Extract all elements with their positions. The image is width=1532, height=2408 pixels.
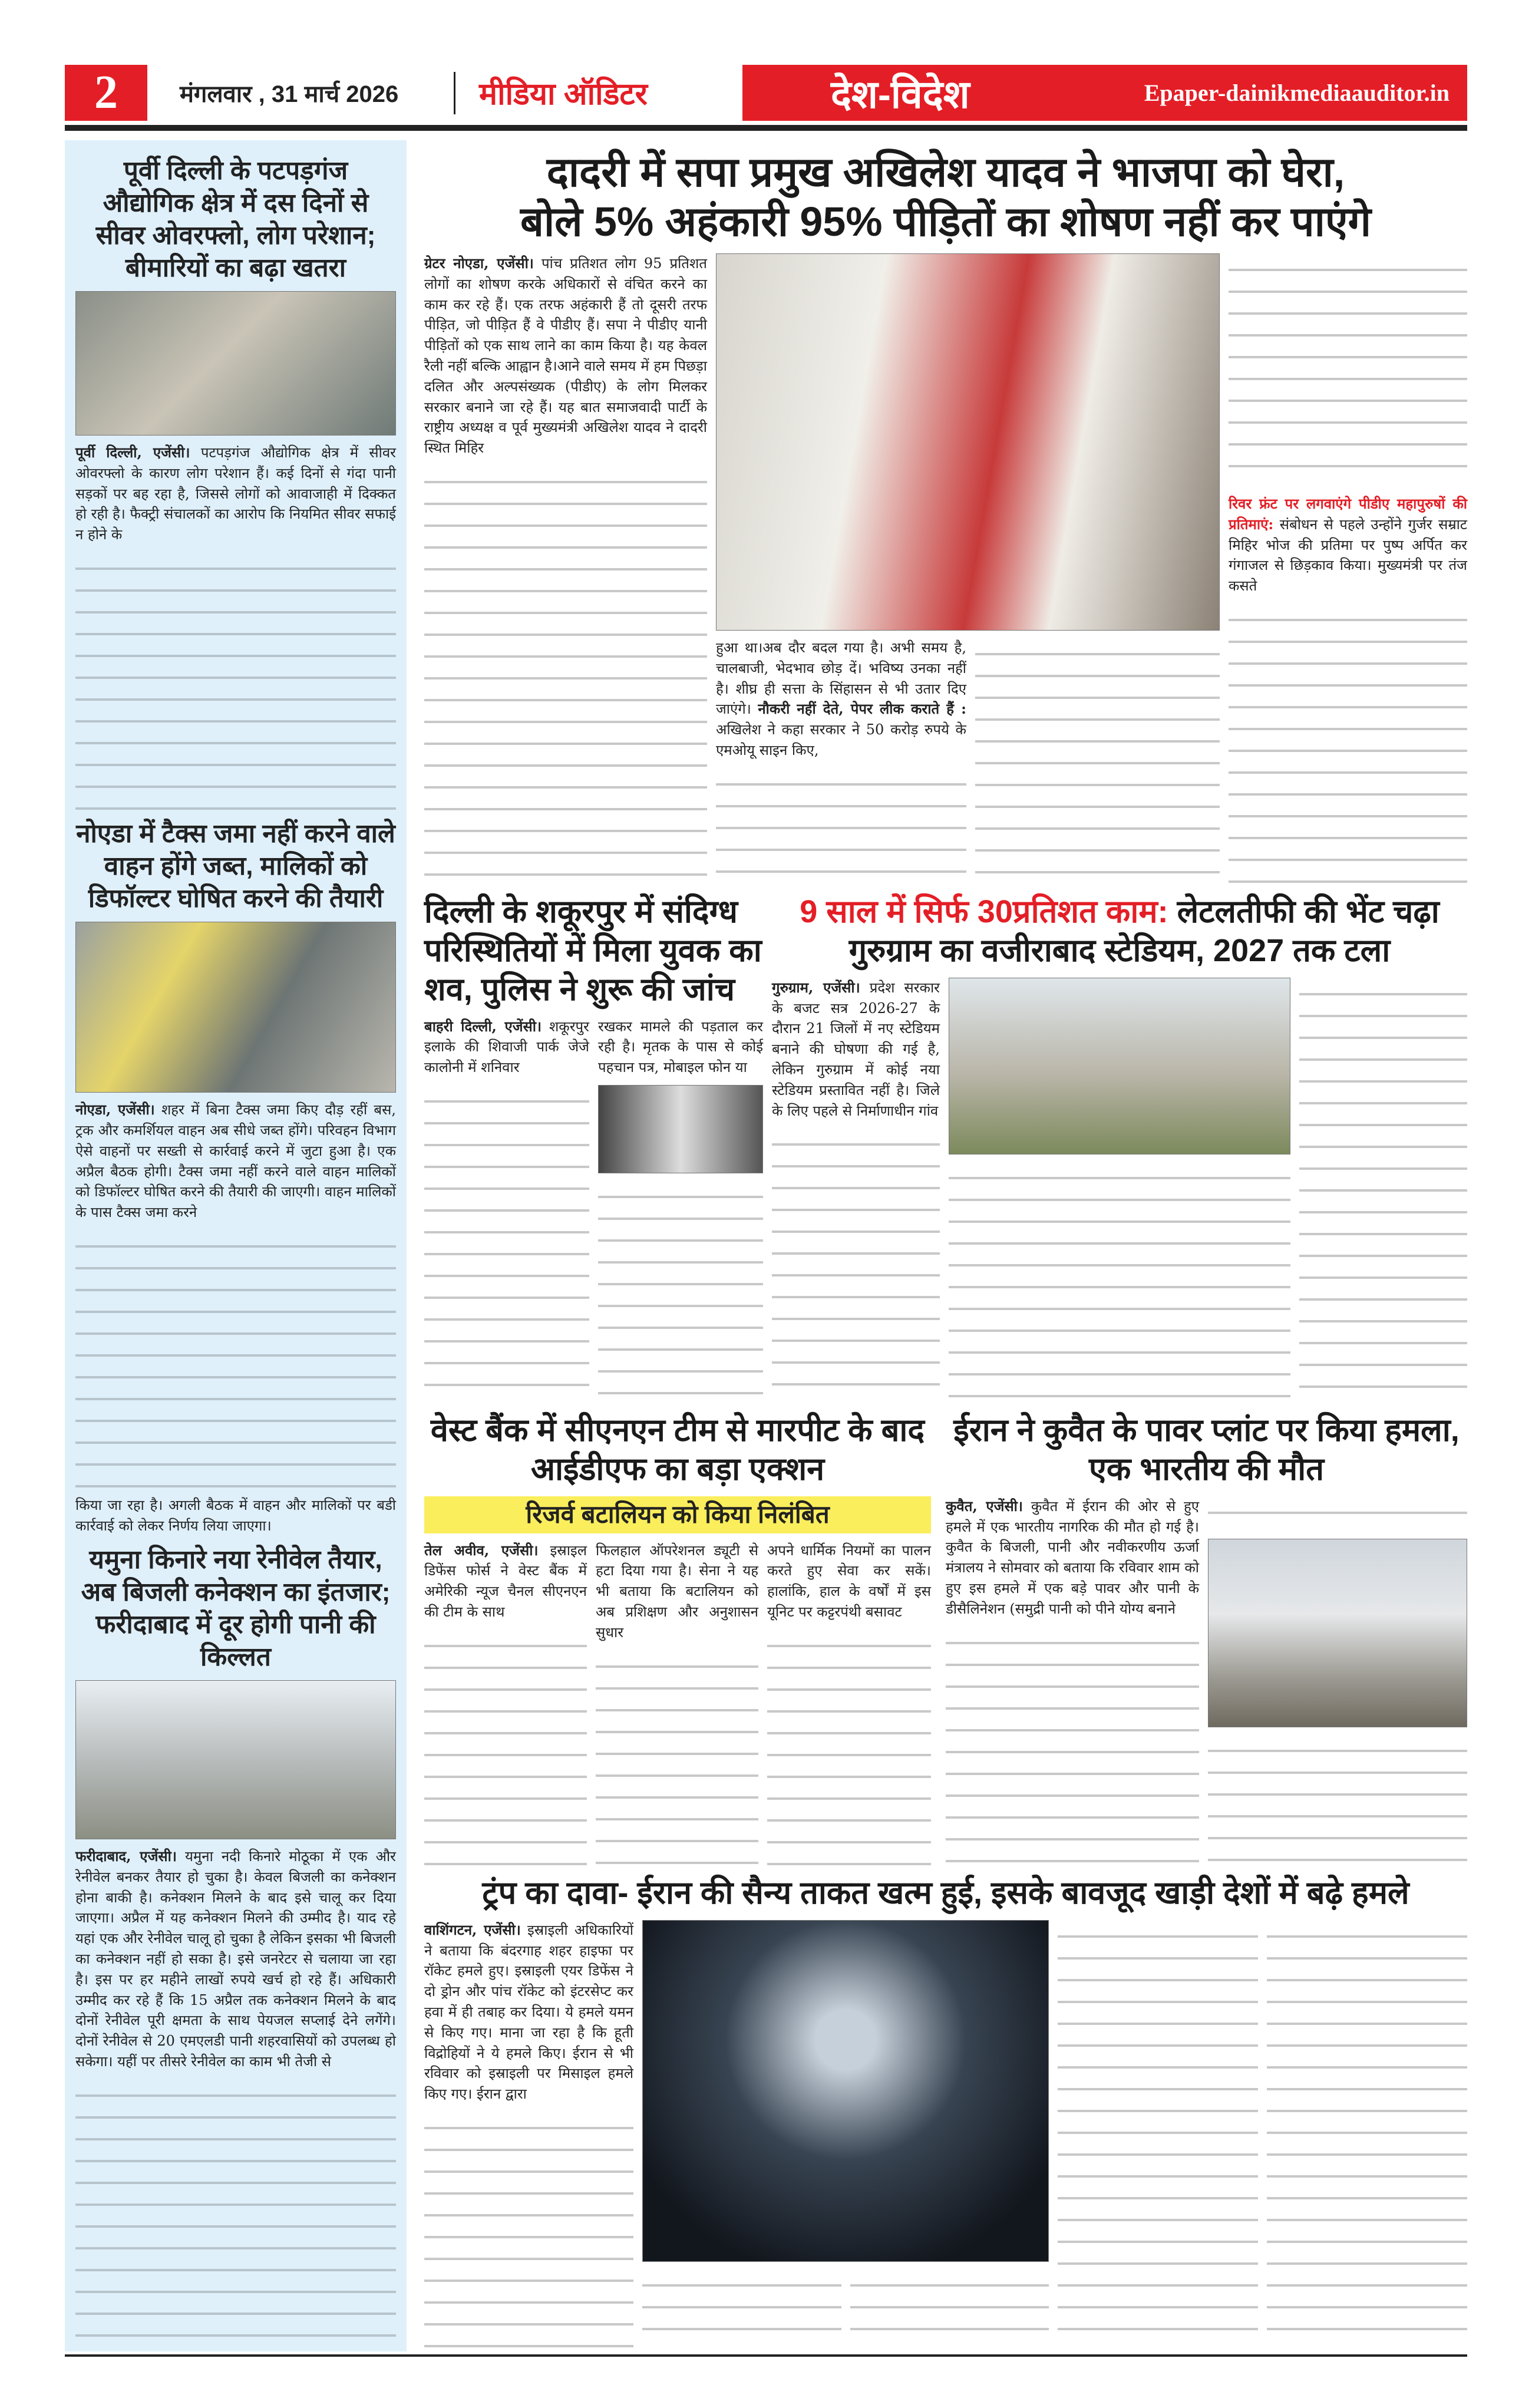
power-plant-photo	[1208, 1539, 1467, 1727]
dateline: तेल अवीव, एजेंसी।	[424, 1541, 539, 1559]
story-ending: किया जा रहा है। अगली बैठक में वाहन और मालिकों पर बडी कार्रवाई को लेकर निर्णय लिया जाएगा।	[75, 1497, 396, 1535]
subhead: रिवर फ्रंट पर लगवाएंगे पीडीए महापुरुषों की प्रतिमाएं:	[1229, 495, 1467, 533]
shakurpur-story	[424, 893, 763, 1400]
dateline: फरीदाबाद, एजेंसी।	[75, 1847, 177, 1865]
story-headline: यमुना किनारे नया रेनीवेल तैयार, अब बिजली कनेक्शन का इंतजार; फरीदाबाद में दूर होगी पानी की किल्लत	[81, 1545, 391, 1671]
dateline: बाहरी दिल्ली, एजेंसी।	[424, 1017, 542, 1035]
text-continuation	[772, 1128, 940, 1400]
story-text: इस्राइली अधिकारियों ने बताया कि बंदरगाह शहर हाइफा पर रॉकेट हमले हुए। इस्राइली एयर डिफेंस ने दो ड्रोन और पांच रॉकेट को इंटरसेप्ट कर हवा में ही तबाह कर दिया। ये हमले यमन से किए गए। माना जा रहा है कि हूती विद्रोहियों ने ये हमले किए। ईरान से भी रविवार को इस्राइली पर मिसाइल हमले किए गए। ईरान द्वारा	[424, 1921, 633, 2103]
masthead-info	[147, 65, 742, 121]
body-photo	[598, 1085, 763, 1173]
subhead: नौकरी नहीं देते, पेपर लीक कराते हैं :	[758, 700, 966, 718]
lead-headline-line2: बोले 5% अहंकारी 95% पीड़ितों का शोषण नहीं कर पाएंगे	[520, 199, 1371, 245]
lead-col-left	[424, 253, 707, 884]
westbank-column	[767, 1541, 931, 1871]
stadium-col2	[949, 978, 1290, 1400]
story-text: हुआ था।अब दौर बदल गया है। अभी समय है, चालबाजी, भेदभाव छोड़ दें। भविष्य उनका नहीं है। शीघ्र ही सत्ता के सिंहासन से भी उतार दिए जाएंगे।	[716, 639, 966, 718]
rally-photo	[716, 253, 1220, 631]
dateline: कुवैत, एजेंसी।	[946, 1497, 1023, 1515]
westbank-columns	[424, 1541, 931, 1871]
westbank-subheadline: रिजर्व बटालियन को किया निलंबित	[424, 1496, 931, 1533]
text-continuation	[949, 1162, 1290, 1400]
text-continuation	[1208, 1496, 1467, 1532]
text-continuation	[1267, 1920, 1467, 2348]
shakurpur-col2	[598, 1017, 763, 1400]
shakurpur-columns	[424, 1017, 763, 1400]
issue-date: मंगलवार , 31 मार्च 2026	[180, 81, 399, 107]
trump-col2	[642, 1920, 1049, 2348]
stadium-col1	[772, 978, 940, 1400]
westbank-story	[424, 1411, 931, 1871]
text-continuation	[716, 768, 966, 884]
story-text: शकूरपुर इलाके की शिवाजी पार्क जेजे कालोनी में शनिवार	[424, 1018, 589, 1076]
text-continuation	[1229, 253, 1467, 487]
trump-columns	[424, 1920, 1467, 2348]
text-continuation	[767, 1629, 931, 1871]
trump-col1	[424, 1920, 633, 2348]
story-body	[75, 443, 396, 545]
stadium-headline	[772, 893, 1467, 971]
website-link[interactable]: Epaper-dainikmediaauditor.in	[1144, 80, 1450, 106]
kuwait-body	[946, 1496, 1199, 1619]
dateline: ग्रेटर नोएडा, एजेंसी।	[424, 255, 534, 272]
story-headline: पूर्वी दिल्ली के पटपड़गंज औद्योगिक क्षेत्र में दस दिनों से सीवर ओवरफ्लो, लोग परेशान; बीमारियों का बढ़ा खतरा	[95, 156, 376, 282]
lead-columns	[424, 253, 1467, 884]
masthead	[65, 65, 1467, 121]
westbank-headline: वेस्ट बैंक में सीएनएन टीम से मारपीट के बाद आईडीएफ का बड़ा एक्शन	[430, 1413, 925, 1487]
story-body	[75, 1846, 396, 2072]
lead-body-middle	[716, 638, 966, 761]
lead-subcolumns	[716, 638, 1220, 884]
text-continuation	[1058, 1920, 1258, 2348]
text-continuation	[424, 2112, 633, 2348]
lead-col-right	[1229, 253, 1467, 884]
text-continuation	[424, 1085, 589, 1400]
stadium-photo	[949, 978, 1290, 1154]
kuwait-headline: ईरान ने कुवैत के पावर प्लांट पर किया हमला, एक भारतीय की मौत	[953, 1413, 1460, 1487]
text-continuation	[424, 466, 707, 884]
lead-story	[424, 147, 1467, 884]
headline-text: लेटलतीफी की भेंट चढ़ा गुरुग्राम का वजीराबाद स्टेडियम, 2027 तक टला	[848, 894, 1439, 968]
westbank-col2: फिलहाल ऑपरेशनल ड्यूटी से हटा दिया गया है। सेना ने यह भी बताया कि बटालियन को अब प्रशिक्षण और अनुशासन सुधार	[596, 1542, 758, 1641]
lead-subcol	[716, 638, 966, 884]
kuwait-story	[946, 1411, 1467, 1871]
section-title: देश-विदेश	[831, 72, 970, 116]
shakurpur-headline: दिल्ली के शकूरपुर में संदिग्ध परिस्थितियों में मिला युवक का शव, पुलिस ने शुरू की जांच	[424, 894, 762, 1007]
shakurpur-body	[424, 1017, 589, 1078]
text-continuation	[75, 552, 396, 810]
headline-highlight: 9 साल में सिर्फ 30प्रतिशत काम:	[800, 894, 1168, 929]
stadium-story	[772, 893, 1467, 1400]
kuwait-columns	[946, 1496, 1467, 1871]
shakurpur-body-col2: रखकर मामले की पड़ताल कर रही है। मृतक के पास से कोई पहचान पत्र, मोबाइल फोन या	[598, 1018, 763, 1076]
text-continuation	[75, 1230, 396, 1488]
westbank-column	[424, 1541, 587, 1871]
left-column	[65, 140, 407, 2351]
trump-story	[424, 1874, 1467, 2348]
westbank-col1	[424, 1541, 587, 1622]
text-continuation	[1208, 1734, 1467, 1871]
story-text: शहर में बिना टैक्स जमा किए दौड़ रहीं बस, ट्रक और कमर्शियल वाहन अब सीधे जब्त होंगे। परिवहन विभाग ऐसे वाहनों पर सख्ती से कार्रवाई करने में जुटा हुआ है। एक अप्रैल बैठक होगी। टैक्स जमा नहीं करने वाले वाहन मालिकों को डिफॉल्टर घोषित करने की तैयारी की जाएगी। वाहन मालिकों के पास टैक्स जमा करने	[75, 1101, 396, 1221]
westbank-column	[596, 1541, 758, 1871]
story-text: पटपड़गंज औद्योगिक क्षेत्र में सीवर ओवरफ्लो के कारण लोग परेशान हैं। कई दिनों से गंदा पानी सड़कों पर बह रहा है, जिससे लोगों को आवाजाही में दिक्कत हो रही है। फैक्ट्री संचालकों का आरोप कि नियमित सीवर सफाई न होने के	[75, 444, 396, 543]
trump-headline: ट्रंप का दावा- ईरान की सैन्य ताकत खत्म हुई, इसके बावजूद खाड़ी देशों में बढ़े हमले	[482, 1875, 1409, 1911]
header-rule	[65, 125, 1467, 131]
text-continuation	[946, 1627, 1199, 1871]
story-headline: नोएडा में टैक्स जमा नहीं करने वाले वाहन होंगे जब्त, मालिकों को डिफॉल्टर घोषित करने की तैयारी	[76, 819, 395, 913]
story-text: कुवैत में ईरान की ओर से हुए हमले में एक भारतीय नागरिक की मौत हो गई है। कुवैत के बिजली, पानी और नवीकरणीय ऊर्जा मंत्रालय ने सोमवार को बताया कि रविवार शाम को हुए इस हमले में एक बड़े पावर और पानी के डीसैलिनेशन (समुद्री पानी को पीने योग्य बनाने	[946, 1497, 1199, 1617]
text-continuation	[598, 1180, 763, 1400]
lead-headline	[424, 147, 1467, 246]
lead-body-right	[1229, 494, 1467, 596]
shakurpur-col1	[424, 1017, 589, 1400]
trump-body	[424, 1920, 633, 2104]
story-text: प्रदेश सरकार के बजट सत्र 2026-27 के दौरान 21 जिलों में नए स्टेडियम बनाने की घोषणा की गई है, लेकिन गुरुग्राम में कोई नया स्टेडियम प्रस्तावित नहीं है। जिले के लिए पहले से निर्माणाधीन गांव	[772, 979, 940, 1119]
trump-subcolumns	[642, 2269, 1049, 2348]
kuwait-col1	[946, 1496, 1199, 1871]
lead-body	[424, 253, 707, 458]
text-continuation	[642, 2269, 841, 2348]
sewer-photo	[75, 291, 396, 436]
dateline: गुरुग्राम, एजेंसी।	[772, 978, 860, 996]
rainwell-photo	[75, 1680, 396, 1839]
kuwait-col2	[1208, 1496, 1467, 1871]
text-continuation	[850, 2269, 1049, 2348]
text-continuation	[1299, 978, 1467, 1400]
stadium-columns	[772, 978, 1467, 1400]
text-continuation	[596, 1650, 758, 1871]
text-continuation	[975, 638, 1220, 884]
stadium-body	[772, 978, 940, 1121]
story-text: अखिलेश ने कहा सरकार ने 50 करोड़ रुपये के एमओयू साइन किए,	[716, 721, 966, 758]
text-continuation	[424, 1629, 587, 1871]
footer-rule	[65, 2354, 1467, 2357]
dateline: पूर्वी दिल्ली, एजेंसी।	[75, 444, 190, 461]
dateline: नोएडा, एजेंसी।	[75, 1101, 155, 1119]
lead-headline-line1: दादरी में सपा प्रमुख अखिलेश यादव ने भाजपा को घेरा,	[546, 149, 1345, 195]
story-text: इस्राइल डिफेंस फोर्स ने वेस्ट बैंक में अमेरिकी न्यूज चैनल सीएनएन की टीम के साथ	[424, 1542, 587, 1620]
dateline: वाशिंगटन, एजेंसी।	[424, 1921, 521, 1938]
westbank-col3: अपने धार्मिक नियमों का पालन करते हुए सेवा कर सकें। हालांकि, हाल के वर्षों में इस यूनिट पर कट्टरपंथी बसावट	[767, 1542, 931, 1620]
missile-photo	[642, 1920, 1049, 2262]
story-text: यमुना नदी किनारे मोठूका में एक और रेनीवेल बनकर तैयार हो चुका है। केवल बिजली का कनेक्शन होना बाकी है। कनेक्शन मिलने के बाद इसे चालू कर दिया जाएगा। अप्रैल में यह कनेक्शन मिलने की उम्मीद है। याद रहे यहां एक और रेनीवेल चालू हो चुका है लेकिन इसका भी बिजली का कनेक्शन नहीं हो सका है। इसे जनरेटर से चलाया जा रहा है। इस पर हर महीने लाखों रुपये खर्च हो रहे हैं। अधिकारी उम्मीद कर रहे हैं कि 15 अप्रैल तक कनेक्शन मिलने के बाद दोनों रेनीवेल पूरी क्षमता के साथ पेयजल सप्लाई देने लगेंगे। दोनों रेनीवेल से 20 एमएलडी पानी शहरवासियों को उपलब्ध हो सकेगा। यहीं पर तीसरे रेनीवेल का काम भी तेजी से	[75, 1848, 396, 2070]
lead-col-middle	[716, 253, 1220, 884]
traffic-photo	[75, 922, 396, 1093]
story-body	[75, 1100, 396, 1223]
page-number: 2	[94, 67, 118, 118]
story-text: संबोधन से पहले उन्होंने गुर्जर सम्राट मिहिर भोज की प्रतिमा पर पुष्प अर्पित कर गंगाजल से छिड़काव किया। मुख्यमंत्री पर तंज कसते	[1229, 516, 1467, 595]
text-continuation	[1229, 603, 1467, 884]
text-continuation	[75, 2079, 396, 2337]
paper-name-logo: मीडिया ऑडिटर	[479, 77, 648, 111]
story-text: पांच प्रतिशत लोग 95 प्रतिशत लोगों का शोषण करके अधिकारों से वंचित करने का काम कर रहे हैं। एक तरफ अहंकारी हैं तो दूसरी तरफ पीड़ित, जो पीड़ित हैं वे पीडीए हैं। सपा ने पीडीए यानी पीड़ितों को एक साथ लाने का काम किया है। यह केवल रैली नहीं बल्कि आह्वान है।आने वाले समय में हम पिछड़ा दलित और अल्पसंख्यक (पीडीए) के लोग मिलकर सरकार बनाने जा रहे हैं। यह बात समाजवादी पार्टी के राष्ट्रीय अध्यक्ष व पूर्व मुख्यमंत्री अखिलेश यादव ने दादरी स्थित मिहिर	[424, 255, 707, 457]
